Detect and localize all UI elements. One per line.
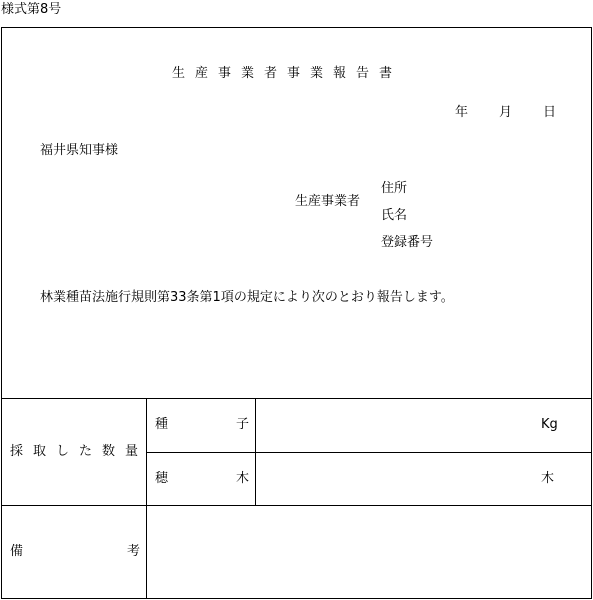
harvest-quantity-label: 採取した数量: [10, 444, 149, 459]
item-column-divider: [255, 398, 256, 505]
remarks-label-second: 考: [127, 544, 141, 559]
report-statement: 林業種苗法施行規則第33条第1項の規定により次のとおり報告します。: [40, 290, 454, 305]
address-label: 住所: [381, 181, 408, 196]
harvest-row-divider: [146, 452, 592, 453]
form-number: 様式第8号: [1, 2, 62, 17]
report-title: 生産事業者事業報告書: [172, 66, 403, 81]
cutting-label-first: 穂: [155, 471, 169, 486]
cutting-unit: 木: [541, 471, 555, 486]
addressee: 福井県知事様: [40, 143, 119, 158]
seed-unit: Kg: [541, 417, 558, 432]
date-year-label: 年: [455, 105, 469, 120]
remarks-top-rule: [1, 505, 592, 506]
name-label: 氏名: [381, 208, 408, 223]
date-month-label: 月: [499, 105, 513, 120]
seed-label-first: 種: [155, 417, 169, 432]
table-top-rule: [1, 398, 592, 399]
cutting-label-second: 木: [236, 471, 250, 486]
producer-label: 生産事業者: [295, 194, 361, 209]
remarks-label-first: 備: [10, 544, 24, 559]
label-column-divider: [146, 398, 147, 599]
seed-label-second: 子: [236, 417, 250, 432]
registration-number-label: 登録番号: [381, 235, 434, 250]
date-day-label: 日: [543, 105, 557, 120]
